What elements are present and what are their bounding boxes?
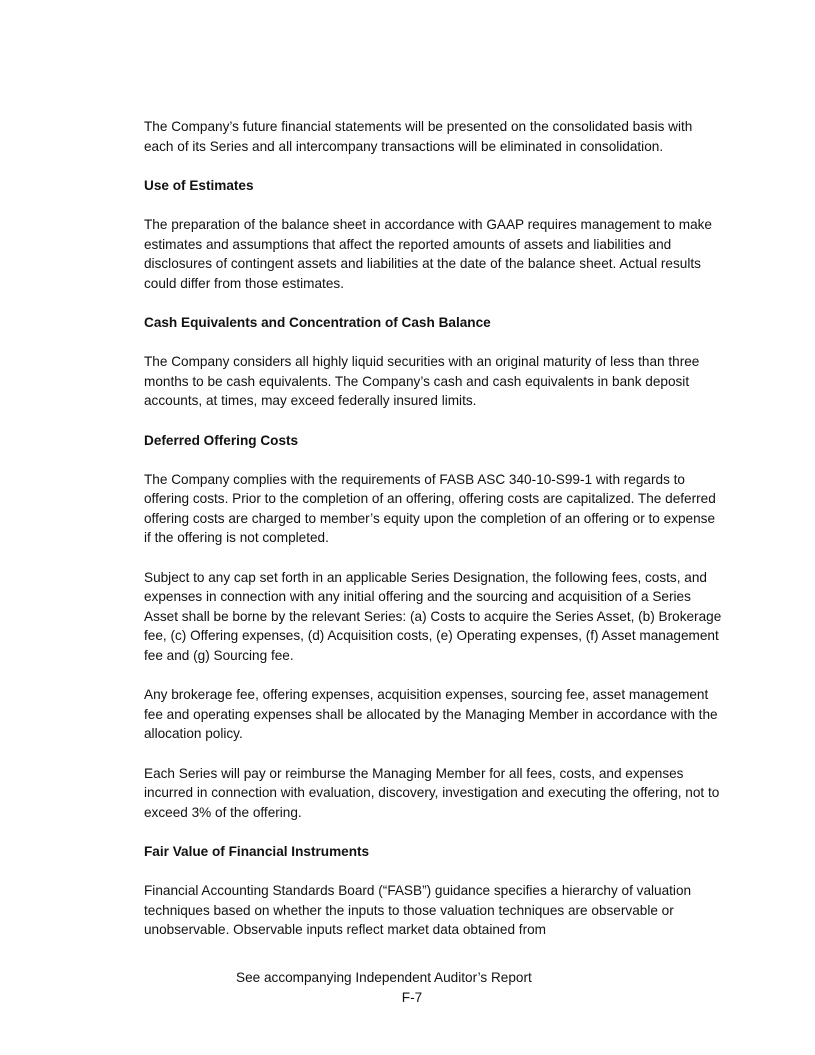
fair-value-paragraph: Financial Accounting Standards Board (“FASB”) guidance specifies a hierarchy of valuation techniques based on whether the inputs to those valuation techniques are observable or unobservable. Observable inputs reflect market data obtained from: [144, 883, 692, 938]
offering-costs-paragraph-2: Subject to any cap set forth in an applicable Series Designation, the following fees, costs, and expenses in connection with any initial offering and the sourcing and acquisition of a Series Asset shall be borne by the relevant Series: (a) Costs to acquire the Series Asset, (b) Brokerage fee, (c) Offering expenses, (d) Acquisition costs, (e) Operating expenses, (f) Asset management fee and (g) Sourcing fee.: [144, 569, 722, 664]
fair-value-heading: Fair Value of Financial Instruments: [144, 843, 370, 859]
page-number: F-7: [401, 989, 423, 1005]
page-body: [144, 117, 722, 940]
cash-equivalents-heading: Cash Equivalents and Concentration of Cash Balance: [144, 314, 491, 330]
offering-costs-paragraph-4: Each Series will pay or reimburse the Managing Member for all fees, costs, and expenses incurred in connection with evaluation, discovery, investigation and executing the offering, not to exceed 3% of the offering.: [144, 765, 720, 820]
deferred-offering-costs-heading: Deferred Offering Costs: [144, 432, 299, 448]
cash-paragraph: The Company considers all highly liquid securities with an original maturity of less than three months to be cash equivalents. The Company’s cash and cash equivalents in bank deposit accounts, at times, may exceed federally insured limits.: [144, 354, 700, 409]
estimates-paragraph: The preparation of the balance sheet in accordance with GAAP requires management to make estimates and assumptions that affect the reported amounts of assets and liabilities and disclosures of contingent assets and liabilities at the date of the balance sheet. Actual results could differ from those estimates.: [144, 216, 712, 291]
consolidation-paragraph: The Company’s future financial statements will be presented on the consolidated basis with each of its Series and all intercompany transactions will be eliminated in consolidation.: [144, 119, 693, 154]
offering-costs-paragraph-3: Any brokerage fee, offering expenses, acquisition expenses, sourcing fee, asset management fee and operating expenses shall be allocated by the Managing Member in accordance with the allocation policy.: [144, 687, 718, 742]
use-of-estimates-heading: Use of Estimates: [144, 177, 254, 193]
auditor-report-note: See accompanying Independent Auditor’s Report: [236, 970, 532, 985]
offering-costs-paragraph-1: The Company complies with the requirements of FASB ASC 340-10-S99-1 with regards to offering costs. Prior to the completion of an offering, offering costs are capitalized. The deferred offering costs are charged to member’s equity upon the completion of an offering or to expense if the offering is not completed.: [144, 471, 716, 546]
